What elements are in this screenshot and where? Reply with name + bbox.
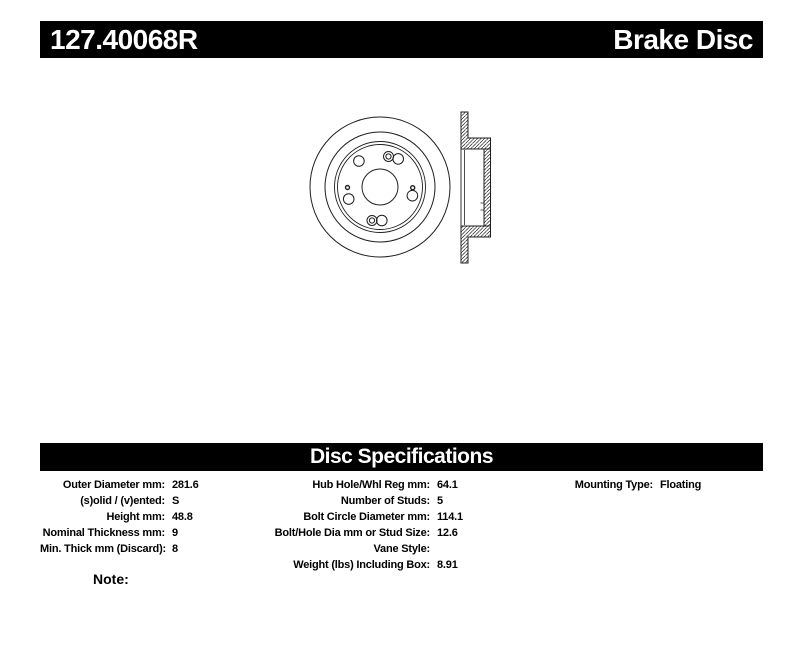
spec-label: Outer Diameter mm: [62,479,165,491]
part-number: 127.40068R [50,23,198,55]
spec-value: 9 [172,527,178,539]
spec-value: S [172,495,180,507]
spec-label: Hub Hole/Whl Reg mm: [312,479,430,491]
spec-nominal-thickness [40,525,199,541]
spec-value: 8.91 [437,559,458,571]
spec-hub-hole [255,477,463,493]
spec-section-title: Disc Specifications [309,445,494,468]
spec-label: Bolt/Hole Dia mm or Stud Size: [274,527,430,539]
screw-holes [367,152,394,226]
header-bar [40,21,763,58]
spec-section-header [40,443,763,471]
spec-label: Min. Thick mm (Discard): [40,543,166,555]
spec-value: 281.6 [172,479,199,491]
spec-value: 12.6 [437,527,458,539]
note-label: Note: [93,571,129,587]
spec-bolt-circle-diameter [255,509,463,525]
spec-vane-style [255,541,463,557]
spec-label: Height mm: [106,511,165,523]
spec-label: Vane Style: [373,543,430,555]
spec-min-thickness [40,541,199,557]
stud-holes [343,154,417,226]
brake-disc-technical-drawing [295,100,505,275]
spec-height [40,509,199,525]
spec-number-of-studs [255,493,463,509]
front-view-drawing [310,117,450,257]
spec-bolt-hole-dia [255,525,463,541]
spec-column-dimensions [40,477,199,557]
pin-holes [346,186,415,190]
spec-weight [255,557,463,573]
spec-column-hub [255,477,463,573]
product-title: Brake Disc [613,23,753,55]
side-view-drawing [461,112,491,263]
spec-value: Floating [660,479,702,491]
spec-label: (s)olid / (v)ented: [80,495,165,507]
spec-solid-vented [40,493,199,509]
spec-value: 8 [172,543,178,555]
spec-value: 5 [437,495,443,507]
spec-label: Number of Studs: [340,495,430,507]
spec-label: Bolt Circle Diameter mm: [303,511,430,523]
spec-label: Mounting Type: [574,479,653,491]
spec-label: Nominal Thickness mm: [42,527,165,539]
spec-column-mounting [520,477,701,493]
spec-label: Weight (lbs) Including Box: [293,559,430,571]
spec-mounting-type [520,477,701,493]
spec-value: 48.8 [172,511,193,523]
spec-value: 114.1 [437,511,463,523]
spec-outer-diameter [40,477,199,493]
center-hole [362,169,398,205]
spec-value: 64.1 [437,479,458,491]
